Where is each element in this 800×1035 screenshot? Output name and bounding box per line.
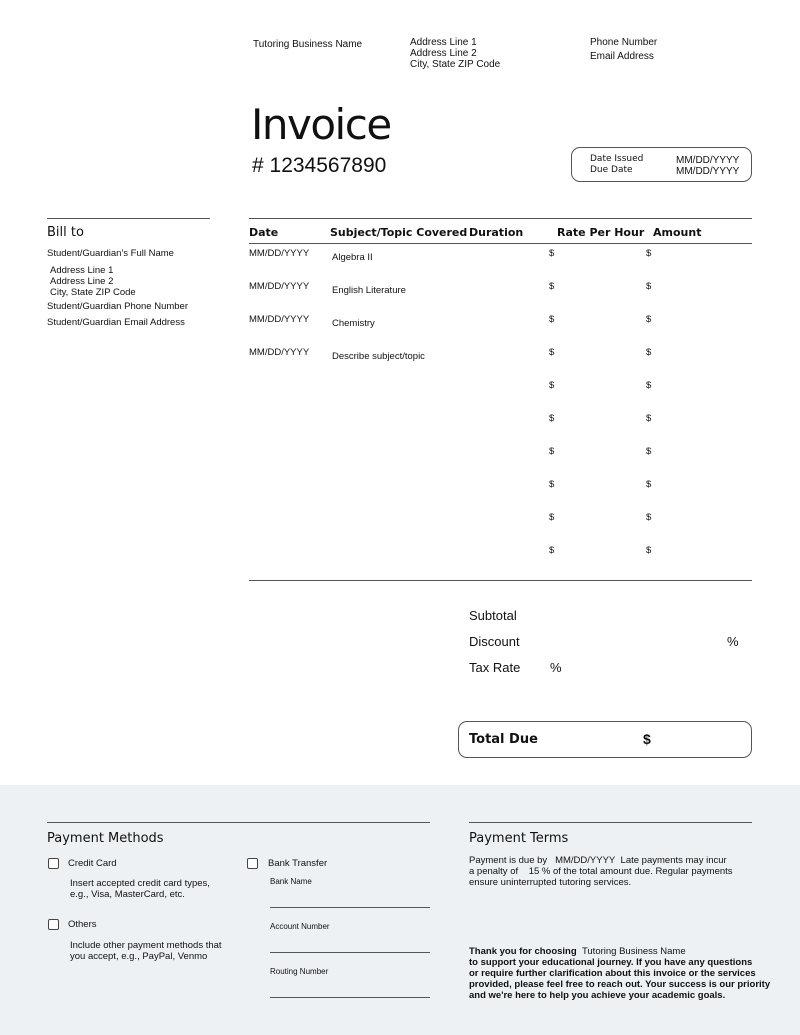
row-rate: $ xyxy=(549,281,555,292)
row-date: MM/DD/YYYY xyxy=(249,281,310,292)
row-rate: $ xyxy=(549,479,555,490)
business-city: City, State ZIP Code xyxy=(410,59,501,70)
payment-terms-line-1 xyxy=(469,855,727,866)
business-address-1: Address Line 1 xyxy=(410,37,477,48)
business-name: Tutoring Business Name xyxy=(253,39,363,50)
row-amount: $ xyxy=(646,512,652,523)
row-rate: $ xyxy=(549,413,555,424)
thanks-line-4: provided, please feel free to reach out. Your success is our priority xyxy=(469,979,771,990)
bill-to-address-1: Address Line 1 xyxy=(50,265,114,276)
invoice-number: # 1234567890 xyxy=(252,154,387,177)
penalty-text: a penalty of xyxy=(469,866,519,877)
thanks-line-2: to support your educational journey. If you have any questions xyxy=(469,957,753,968)
late-text: Late payments may incur xyxy=(620,855,727,866)
tax-rate-label: Tax Rate xyxy=(469,660,521,675)
business-email: Email Address xyxy=(590,51,654,62)
bank-name-field[interactable] xyxy=(270,907,430,908)
row-rate: $ xyxy=(549,545,555,556)
payment-terms-title: Payment Terms xyxy=(469,831,569,846)
thanks-line-1 xyxy=(469,946,686,957)
penalty-rest: of the total amount due. Regular payments xyxy=(552,866,733,877)
bank-transfer-checkbox[interactable] xyxy=(247,858,258,869)
row-date: MM/DD/YYYY xyxy=(249,347,310,358)
row-rate: $ xyxy=(549,380,555,391)
others-label: Others xyxy=(68,919,97,930)
payment-terms-line-3: ensure uninterrupted tutoring services. xyxy=(469,877,632,888)
others-desc-2: you accept, e.g., PayPal, Venmo xyxy=(70,951,208,962)
row-rate: $ xyxy=(549,512,555,523)
row-subject: Describe subject/topic xyxy=(332,351,425,362)
subtotal-label: Subtotal xyxy=(469,608,517,623)
bank-transfer-label: Bank Transfer xyxy=(268,858,328,869)
thanks-text: Thank you for choosing xyxy=(469,946,577,957)
row-amount: $ xyxy=(646,347,652,358)
thanks-business-name: Tutoring Business Name xyxy=(581,946,686,957)
table-bottom-divider xyxy=(249,580,752,581)
business-address-2: Address Line 2 xyxy=(410,48,477,59)
credit-card-checkbox[interactable] xyxy=(48,858,59,869)
column-header-subject: Subject/Topic Covered xyxy=(330,226,468,239)
bill-to-email: Student/Guardian Email Address xyxy=(47,317,185,328)
thanks-line-3: or require further clarification about this invoice or the services xyxy=(469,968,756,979)
bill-to-address-2: Address Line 2 xyxy=(50,276,114,287)
penalty-value: 15 % xyxy=(528,866,551,877)
business-phone: Phone Number xyxy=(590,37,658,48)
total-due-label: Total Due xyxy=(469,732,538,747)
discount-unit: % xyxy=(727,634,739,649)
row-rate: $ xyxy=(549,446,555,457)
table-top-divider xyxy=(249,218,752,219)
bank-name-label: Bank Name xyxy=(270,877,312,886)
column-header-rate: Rate Per Hour xyxy=(557,226,645,239)
bill-to-title: Bill to xyxy=(47,225,84,240)
row-rate: $ xyxy=(549,314,555,325)
page-title: Invoice xyxy=(251,100,391,149)
row-amount: $ xyxy=(646,248,652,259)
date-issued-label: Date Issued xyxy=(590,154,644,164)
bill-to-phone: Student/Guardian Phone Number xyxy=(47,301,189,312)
routing-number-label: Routing Number xyxy=(270,967,329,976)
bill-to-city: City, State ZIP Code xyxy=(50,287,136,298)
bill-to-name: Student/Guardian's Full Name xyxy=(47,248,174,259)
credit-card-label: Credit Card xyxy=(68,858,117,869)
others-desc-1: Include other payment methods that xyxy=(70,940,222,951)
row-amount: $ xyxy=(646,281,652,292)
payment-methods-title: Payment Methods xyxy=(47,831,164,846)
row-amount: $ xyxy=(646,545,652,556)
row-rate: $ xyxy=(549,347,555,358)
discount-label: Discount xyxy=(469,634,520,649)
row-rate: $ xyxy=(549,248,555,259)
total-due-value: $ xyxy=(643,731,651,747)
due-date-value: MM/DD/YYYY xyxy=(676,166,740,177)
account-number-field[interactable] xyxy=(270,952,430,953)
row-amount: $ xyxy=(646,479,652,490)
row-amount: $ xyxy=(646,446,652,457)
row-subject: English Literature xyxy=(332,285,406,296)
column-header-duration: Duration xyxy=(469,226,524,239)
row-date: MM/DD/YYYY xyxy=(249,314,310,325)
credit-card-desc-2: e.g., Visa, MasterCard, etc. xyxy=(70,889,185,900)
payment-terms-divider xyxy=(469,822,752,823)
others-checkbox[interactable] xyxy=(48,919,59,930)
table-header-divider xyxy=(249,243,752,244)
tax-rate-unit: % xyxy=(550,660,562,675)
bill-to-divider xyxy=(47,218,210,219)
account-number-label: Account Number xyxy=(270,922,330,931)
payment-methods-divider xyxy=(47,822,430,823)
row-subject: Algebra II xyxy=(332,252,373,263)
thanks-line-5: and we're here to help you achieve your academic goals. xyxy=(469,990,726,1001)
payment-terms-line-2 xyxy=(469,866,733,877)
due-by-text: Payment is due by xyxy=(469,855,548,866)
row-amount: $ xyxy=(646,413,652,424)
due-by-date: MM/DD/YYYY xyxy=(555,855,616,866)
due-date-label: Due Date xyxy=(590,165,633,175)
column-header-amount: Amount xyxy=(653,226,702,239)
credit-card-desc-1: Insert accepted credit card types, xyxy=(70,878,210,889)
column-header-date: Date xyxy=(249,226,279,239)
row-amount: $ xyxy=(646,380,652,391)
routing-number-field[interactable] xyxy=(270,997,430,998)
date-issued-value: MM/DD/YYYY xyxy=(676,155,740,166)
row-amount: $ xyxy=(646,314,652,325)
row-date: MM/DD/YYYY xyxy=(249,248,310,259)
row-subject: Chemistry xyxy=(332,318,375,329)
